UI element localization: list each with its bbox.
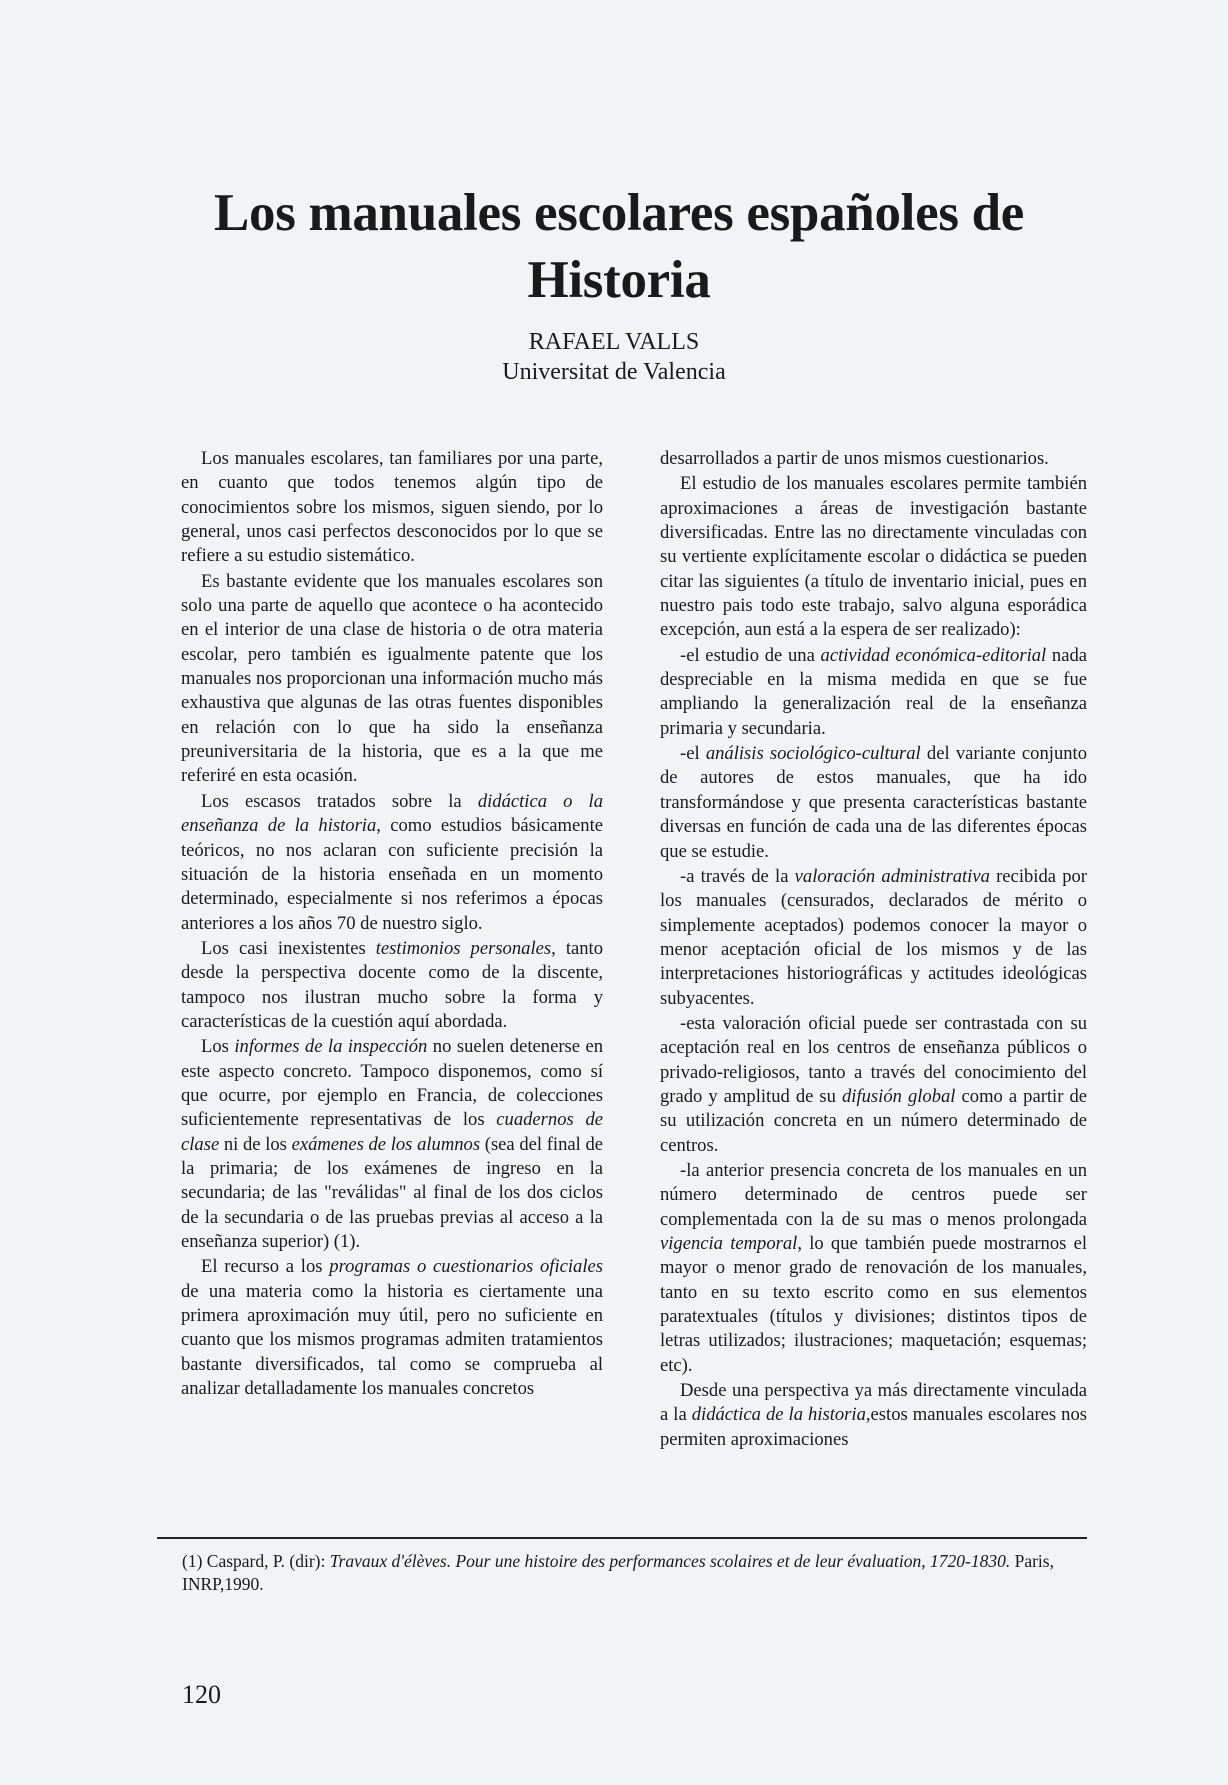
italic-term: Travaux d'élèves. Pour une histoire des performances scolaires et de leur évaluation, 1720-1830. [329,1551,1011,1571]
paragraph: El recurso a los programas o cuestionarios oficiales de una materia como la historia es ciertamente una primera aproximación muy útil, pero no suficiente en cuanto que los mismos programas admiten tratamientos bastante diversificados, tal como se comprueba al analizar detalladamente los manuales concretos [181,1256,603,1400]
italic-term: informes de la inspección [234,1036,428,1058]
footnote-divider [157,1537,1087,1539]
article-title: Los manuales escolares españoles de Historia [213,184,1025,309]
page-number: 120 [182,1680,221,1709]
paragraph: Es bastante evidente que los manuales escolares son solo una parte de aquello que acontece o ha acontecido en el interior de una clase de historia o de otra materia escolar, pero también es igualmente patente que los manuales nos proporcionan una información mucho más exhaustiva que algunas de las otras fuentes disponibles en relación con lo que ha sido la enseñanza preuniversitaria de la historia, que es a la que me referiré en esta ocasión. [181,570,603,787]
italic-term: análisis sociológico-cultural [705,743,921,765]
italic-term: didáctica de la historia [691,1404,866,1426]
italic-term: didáctica o la enseñanza de la historia [181,790,604,837]
italic-term: cuadernos de clase [181,1109,603,1155]
author-affiliation: Universitat de Valencia [502,359,726,385]
paragraph: Los escasos tratados sobre la didáctica o la enseñanza de la historia, como estudios básicamente teóricos, no nos aclaran con suficiente precisión la situación de la historia enseñada en un momento determinado, especialmente si nos referimos a épocas anteriores a los años 70 de nuestro siglo. [181,790,604,934]
paragraph: Los informes de la inspección no suelen detenerse en este aspecto concreto. Tampoco disponemos, como sí que ocurre, por ejemplo en Francia, de colecciones suficientemente representativas de los cuadernos de clase ni de los exámenes de los alumnos (sea del final de la primaria; de los exámenes de ingreso en la secundaria; de las "reválidas" al final de los dos ciclos de la secundaria o de las pruebas previas al acceso a la enseñanza superior) (1). [181,1036,604,1252]
paragraph: desarrollados a partir de unos mismos cuestionarios. [660,448,1049,469]
paragraph: -el estudio de una actividad económica-editorial nada despreciable en la misma medida en que se fue ampliando la generalización real de la enseñanza primaria y secundaria. [660,644,1088,739]
paragraph: El estudio de los manuales escolares permite también aproximaciones a áreas de investigación bastante diversificadas. Entre las no directamente vinculadas con su vertiente explícitamente escolar o didáctica se pueden citar las siguientes (a título de inventario inicial, pues en nuestro pais todo este trabajo, salvo alguna esporádica excepción, aun está a la espera de ser realizado): [660,473,1087,641]
italic-term: difusión global [842,1085,956,1107]
paragraph: -la anterior presencia concreta de los manuales en un número determinado de centros puede ser complementada con la de su mas o menos prolongada vigencia temporal, lo que también puede mostrarnos el mayor o menor grado de renovación de los manuales, tanto en su texto escrito como en sus elementos paratextuales (títulos y divisiones; distintos tipos de letras utilizados; ilustraciones; maquetación; esquemas; etc). [660,1159,1087,1376]
paragraph: Los casi inexistentes testimonios personales, tanto desde la perspectiva docente como de la discente, tampoco nos ilustran mucho sobre la forma y características de la cuestión aquí abordada. [181,937,603,1032]
italic-term: exámenes de los alumnos [291,1133,481,1155]
italic-term: vigencia temporal [660,1233,798,1254]
italic-term: programas o cuestionarios oficiales [329,1256,603,1278]
author-name: RAFAEL VALLS [528,329,700,355]
paragraph: -el análisis sociológico-cultural del variante conjunto de autores de estos manuales, que ha ido transformándose y que presenta características bastante diversas en función de cada una de las diferentes épocas que se estudie. [660,743,1087,862]
italic-term: actividad económica-editorial [820,644,1047,666]
paragraph: -esta valoración oficial puede ser contrastada con su aceptación real en los centros de enseñanza públicos o privado-religiosos, tanto a través del conocimiento del grado y amplitud de su difusión global como a partir de su utilización concreta en un número determinado de centros. [660,1012,1087,1156]
paragraph: Desde una perspectiva ya más directamente vinculada a la didáctica de la historia,estos manuales escolares nos permiten aproximaciones [660,1380,1087,1450]
italic-term: testimonios personales [375,937,552,959]
paragraph: Los manuales escolares, tan familiares por una parte, en cuanto que todos tenemos algún tipo de conocimientos sobre los mismos, siguen siendo, por lo general, unos casi perfectos desconocidos por lo que se refiere a su estudio sistemático. [181,448,603,567]
footnote: (1) Caspard, P. (dir): Travaux d'élèves. Pour une histoire des performances scolaires et de leur évaluation, 1720-1830. Paris, INRP,1990. [182,1551,1054,1594]
italic-term: valoración administrativa [794,865,990,887]
paragraph: -a través de la valoración administrativa recibida por los manuales (censurados, declarados de mérito o simplemente aceptados) podemos conocer la mayor o menor aceptación oficial de los mismos y de las interpretaciones historiográficas y actitudes ideológicas subyacentes. [660,865,1087,1009]
right-column [660,447,1087,1453]
left-column [181,447,603,1402]
